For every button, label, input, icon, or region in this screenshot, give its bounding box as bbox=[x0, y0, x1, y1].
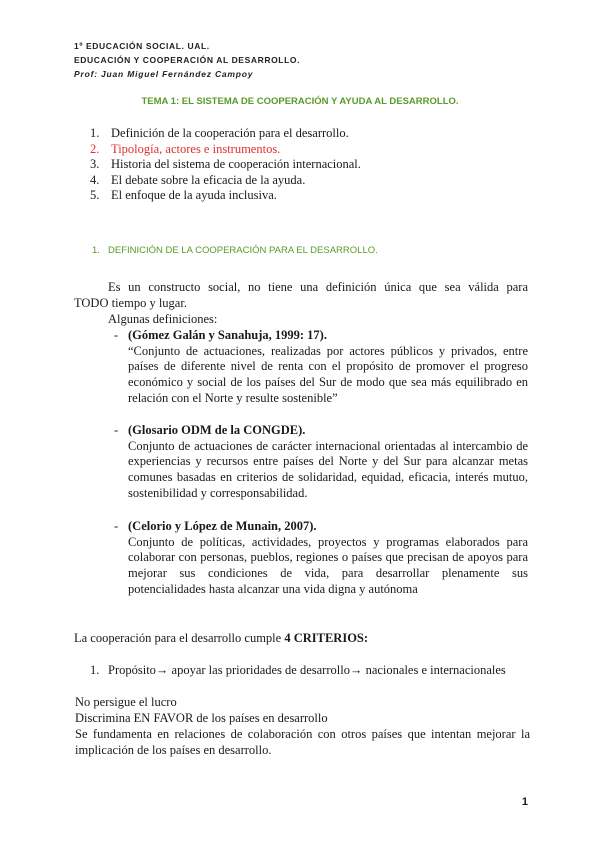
definition-text: “Conjunto de actuaciones, realizadas por actores públicos y privados, entre países de diferente nivel de renta con el propósito de promover el progreso económico y social de los países del Sur de modo que sea más equilibrado en relación con el Norte y resulte sostenible” bbox=[128, 343, 528, 405]
toc-item-active: 2. Tipología, actores e instrumentos. bbox=[90, 141, 281, 156]
intro-paragraph-end: TODO tiempo y lugar. bbox=[74, 296, 187, 310]
criteria-item-1: 1. Propósito→ apoyar las prioridades de desarrollo→ nacionales e internacionales bbox=[90, 663, 506, 677]
intro-paragraph: Es un constructo social, no tiene una definición única que sea válida para bbox=[108, 280, 528, 294]
header-subject: EDUCACIÓN Y COOPERACIÓN AL DESARROLLO. bbox=[74, 55, 301, 65]
header-course: 1º EDUCACIÓN SOCIAL. UAL. bbox=[74, 41, 210, 51]
definition-3: - (Celorio y López de Munain, 2007). Conjunto de políticas, actividades, proyectos y programas elaborados para colaborar con personas, pueblos, regiones o países que precisan de apoyos para mejorar sus condiciones de vida, para desarrollar plenamente sus potencialidades hasta alcanzar una vida digna y autónoma bbox=[114, 519, 528, 596]
criteria-line: Se fundamenta en relaciones de colaboración con otros países que intentan mejorar la implicación de los países en desarrollo. bbox=[75, 727, 530, 757]
table-of-contents bbox=[90, 126, 361, 204]
definition-source: (Celorio y López de Munain, 2007). bbox=[128, 519, 317, 533]
definition-source: (Glosario ODM de la CONGDE). bbox=[128, 423, 306, 437]
section-heading: 1. DEFINICIÓN DE LA COOPERACIÓN PARA EL DESARROLLO. bbox=[92, 245, 378, 256]
document-title: TEMA 1: EL SISTEMA DE COOPERACIÓN Y AYUDA AL DESARROLLO. bbox=[141, 96, 459, 107]
criteria-line: Discrimina EN FAVOR de los países en desarrollo bbox=[75, 711, 328, 725]
definition-2: - (Glosario ODM de la CONGDE). Conjunto de actuaciones de carácter internacional orientadas al intercambio de experiencias y recursos entre países del Norte y del Sur para alcanzar metas comunes basadas en criterios de solidaridad, equidad, eficacia, interés mutuo, sostenibilidad y corresponsabilidad. bbox=[114, 423, 528, 500]
toc-item: 4. El debate sobre la eficacia de la ayuda. bbox=[90, 172, 306, 187]
definitions-label: Algunas definiciones: bbox=[108, 312, 218, 326]
criteria-intro: La cooperación para el desarrollo cumple 4 CRITERIOS: bbox=[74, 631, 369, 645]
definition-text: Conjunto de políticas, actividades, proyectos y programas elaborados para colaborar con personas, pueblos, regiones o países que precisan de apoyos para mejorar sus condiciones de vida, para desarrollar plenamente sus potencialidades hasta alcanzar una vida digna y autónoma bbox=[128, 534, 528, 596]
toc-item: 1. Definición de la cooperación para el desarrollo. bbox=[90, 126, 349, 140]
toc-item: 5. El enfoque de la ayuda inclusiva. bbox=[90, 188, 277, 203]
page-number: 1 bbox=[521, 796, 528, 808]
criteria-line: No persigue el lucro bbox=[75, 695, 177, 709]
toc-item: 3. Historia del sistema de cooperación internacional. bbox=[90, 157, 361, 172]
header-professor: Prof: Juan Miguel Fernández Campoy bbox=[74, 69, 254, 79]
definition-text: Conjunto de actuaciones de carácter internacional orientadas al intercambio de experiencias y recursos entre países del Norte y del Sur para alcanzar metas comunes basadas en criterios de solidaridad, equidad, eficacia, interés mutuo, sostenibilidad y corresponsabilidad. bbox=[128, 438, 528, 500]
definition-1: - (Gómez Galán y Sanahuja, 1999: 17). “Conjunto de actuaciones, realizadas por actores públicos y privados, entre países de diferente nivel de renta con el propósito de promover el progreso económico y social de los países del Sur de modo que sea más equilibrado en relación con el Norte y resulte sostenible” bbox=[114, 328, 528, 405]
definition-source: (Gómez Galán y Sanahuja, 1999: 17). bbox=[128, 328, 327, 342]
